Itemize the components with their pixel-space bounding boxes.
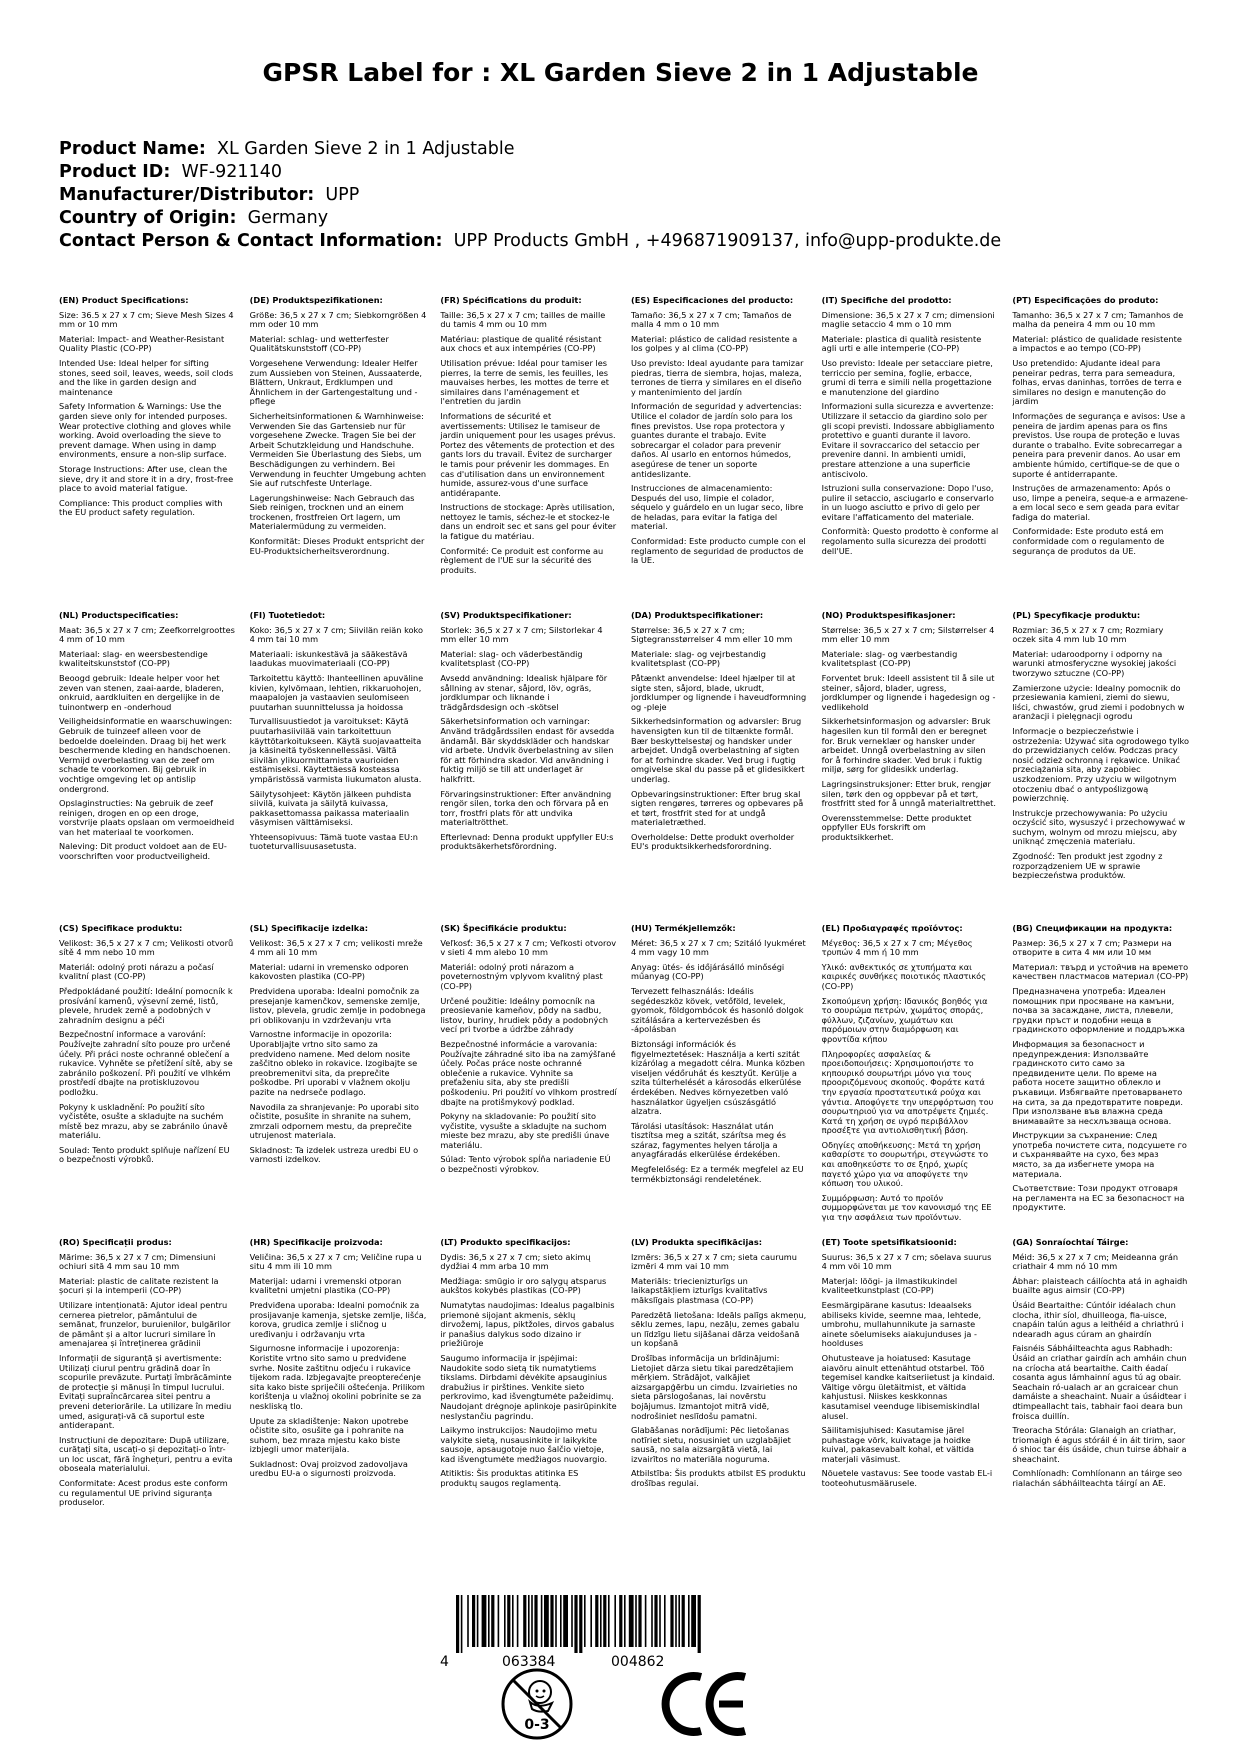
spec-paragraph: Material: plastic de calitate rezistent la șocuri și la intemperii (CO-PP) xyxy=(59,1275,219,1296)
spec-paragraph: Informations de sécurité et avertissements: Utilisez le tamiseur de jardin uniquement pour les usages prévus. Portez des vêtements de protection et des gants lors du travail. Évitez de surcharger le tamis pour prévenir les dommages. En cas d'utilisation dans un environnement humide, assurez-vous d'une surface antidérapante. xyxy=(440,410,616,498)
barcode-bar xyxy=(600,1595,602,1647)
spec-column xyxy=(59,1238,236,1538)
spec-paragraph: Material: slag- och väderbeständig kvalitetsplast (CO-PP) xyxy=(440,648,583,669)
barcode-bar xyxy=(584,1595,586,1647)
spec-paragraph: Opbevaringsinstruktioner: Efter brug skal sigten rengøres, tørreres og opbevares på et tørt, frostfrit sted for at undgå materialetræthed. xyxy=(631,788,804,828)
spec-paragraph: Материал: твърд и устойчив на времето качествен пластмасов материал (CO-PP) xyxy=(1012,961,1189,982)
ce-mark-graphic xyxy=(663,1669,749,1739)
spec-paragraph: Méret: 36,5 x 27 x 7 cm; Szitáló lyukméret 4 mm vagy 10 mm xyxy=(631,937,806,958)
spec-paragraph: Informações de segurança e avisos: Use a peneira de jardim apenas para os fins previstos. Use roupa de proteção e luvas durante o trabalho. Evite sobrecarregar a peneira para prevenir danos. Ao usar em ambiente húmido, certifique-se de que o suporte é antiderrapante. xyxy=(1012,410,1186,479)
spec-paragraph: Maat: 36,5 x 27 x 7 cm; Zeefkorrelgroottes 4 mm of 10 mm xyxy=(59,624,235,645)
spec-paragraph: Úsáid Beartaithe: Cúntóir idéalach chun clocha, ithir síol, dhuilleoga, fia-uisce, cnapáin talún agus a leithéid a chriathrú i ndearadh agus cúram an ghairdín xyxy=(1012,1299,1184,1339)
spec-paragraph: Comhlíonadh: Comhlíonann an táirge seo rialachán sábháilteachta táirgí an AE. xyxy=(1012,1468,1183,1489)
barcode-digit-prefix: 4 xyxy=(440,1654,449,1670)
spec-row-4 xyxy=(59,1238,1189,1538)
spec-paragraph: Megfelelőség: Ez a termék megfelel az EU termékbiztonsági rendeletének. xyxy=(631,1164,804,1184)
spec-paragraph: Предназначена употреба: Идеален помощник при просяване на камъни, почва за засаждане, листа, плевели, грудки пръст и подобни неща в градинското оформление и поддръжка xyxy=(1012,985,1185,1035)
spec-paragraph: Koko: 36,5 x 27 x 7 cm; Siivilän reiän koko 4 mm tai 10 mm xyxy=(249,624,424,645)
spec-paragraph: Material: udarni in vremensko odporen kakovosten plastika (CO-PP) xyxy=(249,961,409,982)
spec-paragraph: Tarkoitettu käyttö: Ihanteellinen apuväline kivien, kylvömaan, lehtien, rikkaruohojen, maapalojen ja vastaavien seulomiseen puutarhan suunnittelussa ja hoidossa xyxy=(249,672,424,712)
barcode-bar xyxy=(614,1595,616,1647)
spec-heading: (CS) Specifikace produktu: xyxy=(59,923,183,933)
spec-paragraph: Dimensione: 36,5 x 27 x 7 cm; dimensioni maglie setaccio 4 mm o 10 mm xyxy=(821,309,995,330)
barcode-bar xyxy=(670,1595,673,1647)
product-name-label: Product Name: xyxy=(59,139,206,159)
page-title: GPSR Label for : XL Garden Sieve 2 in 1 Adjustable xyxy=(262,58,979,87)
spec-paragraph: Storlek: 36,5 x 27 x 7 cm; Silstorlekar 4 mm eller 10 mm xyxy=(440,624,603,645)
spec-column xyxy=(440,611,617,886)
barcode-bar xyxy=(608,1595,610,1647)
spec-paragraph: Conformité: Ce produit est conforme au règlement de l'UE sur la sécurité des produits. xyxy=(440,545,604,575)
contact-row xyxy=(59,230,1189,253)
spec-paragraph: Förvaringsinstruktioner: Efter användning rengör silen, torka den och förvara på en torr, frostfri plats för att undvika materialtrötthet. xyxy=(440,788,612,828)
spec-paragraph: Treoracha Stórála: Glanaigh an criathar, triomaigh é agus stóráil é in áit tirim, saor ó shioc tar éis úsáide, chun tuirse ábhair a sheachaint. xyxy=(1012,1425,1187,1464)
spec-paragraph: Numatytas naudojimas: Idealus pagalbinis priemonė sijojant akmenis, sėklų dirvožemį, lapus, piktžoles, dirvos gabalus ir panašius dalykus sodo dizaino ir priežiūroje xyxy=(440,1299,615,1349)
spec-column xyxy=(59,611,236,886)
spec-paragraph: Paredzētā lietošana: Ideāls palīgs akmeņu, sēklu zemes, lapu, nezāļu, zemes gabalu un līdzīgu lietu sijāšanai dārza veidošanā un kopšanā xyxy=(631,1309,807,1349)
spec-paragraph: Sikkerhedsinformation og advarsler: Brug havensigten kun til de tiltænkte formål. Bær beskyttelsestøj og handsker under arbejdet. Undgå overbelastning af sigten for at forhindre skader. Ved brug i fugtig omgivelse skal du passe på et glidesikkert underlag. xyxy=(631,716,805,784)
spec-paragraph: Rozmiar: 36,5 x 27 x 7 cm; Rozmiary oczek sita 4 mm lub 10 mm xyxy=(1012,624,1164,645)
spec-heading: (DE) Produktspezifikationen: xyxy=(249,295,383,305)
barcode-bar xyxy=(635,1595,637,1647)
barcode-bar xyxy=(638,1595,641,1647)
spec-paragraph: Zgodność: Ten produkt jest zgodny z rozporządzeniem UE w sprawie bezpieczeństwa produktów. xyxy=(1012,851,1163,881)
spec-heading: (GA) Sonraíochtaí Táirge: xyxy=(1012,1237,1129,1247)
spec-column xyxy=(250,296,427,580)
ce-mark-icon xyxy=(663,1669,749,1739)
spec-paragraph: Säilitamisjuhised: Kasutamise järel puhastage võrk, kuivatage ja hoidke kuival, pakasevabalt kohal, et vältida materjali väsimust. xyxy=(821,1425,975,1464)
barcode-bar xyxy=(531,1595,533,1647)
barcode-bar xyxy=(698,1595,701,1653)
spec-paragraph: Materiale: slag- og vejrbestandig kvalitetsplast (CO-PP) xyxy=(631,648,766,669)
spec-paragraph: Drošības informācija un brīdinājumi: Lietojiet dārza sietu tikai paredzētajiem mērķiem. Strādājot, valkājiet aizsargapģērbu un cimdu. Izvairieties no sieta pārslogošanas, lai novērstu bojājumus. Izmantojot mitrā vidē, nodrošiniet neslīdošu pamatni. xyxy=(631,1352,798,1421)
barcode-digits-right: 004862 xyxy=(611,1654,665,1670)
spec-paragraph: Beoogd gebruik: Ideale helper voor het zeven van stenen, zaai-aarde, bladeren, onkruid, aardkluiten en dergelijke in de tuinontwerp en -onderhoud xyxy=(59,672,224,712)
spec-column xyxy=(1012,296,1189,580)
spec-column xyxy=(822,611,999,886)
barcode-bar xyxy=(664,1595,666,1647)
spec-paragraph: Naleving: Dit product voldoet aan de EU-voorschriften voor productveiligheid. xyxy=(59,841,227,862)
spec-paragraph: Forventet bruk: Ideell assistent til å sile ut steiner, såjord, blader, ugress, jordklumper og lignende i hagedesign og -vedlikehold xyxy=(821,672,996,712)
spec-heading: (PT) Especificações do produto: xyxy=(1012,295,1159,305)
barcode-bar xyxy=(491,1595,494,1647)
spec-heading: (SV) Produktspecifikationer: xyxy=(440,610,572,620)
product-id-label: Product ID: xyxy=(59,162,171,182)
barcode-bar xyxy=(544,1595,549,1647)
spec-heading: (EL) Προδιαγραφές προϊόντος: xyxy=(821,923,963,933)
spec-paragraph: Intended Use: Ideal helper for sifting stones, seed soil, leaves, weeds, soil clods and the like in garden design and maintenance xyxy=(59,357,234,397)
spec-paragraph: Overensstemmelse: Dette produktet oppfyller EUs forskrift om produktsikkerhet. xyxy=(821,812,972,842)
barcode-bar xyxy=(498,1595,500,1647)
spec-paragraph: Materiál: odolný proti nárazu a počasí kvalitní plast (CO-PP) xyxy=(59,961,214,982)
barcode-bar xyxy=(488,1595,490,1647)
barcode-bars xyxy=(454,1595,704,1653)
spec-column xyxy=(59,296,236,580)
spec-paragraph: Conformitate: Acest produs este conform cu regulamentul UE privind siguranța produselor. xyxy=(59,1478,228,1508)
barcode-digits-left: 063384 xyxy=(502,1654,556,1670)
spec-heading: (ET) Toote spetsifikatsioonid: xyxy=(821,1237,957,1247)
spec-paragraph: Materiaali: iskunkestävä ja sääkestävä laadukas muovimateriaali (CO-PP) xyxy=(249,648,408,669)
spec-paragraph: Размер: 36,5 x 27 x 7 cm; Размери на отворите в сита 4 мм или 10 мм xyxy=(1012,937,1172,958)
spec-heading: (HR) Specifikacije proizvoda: xyxy=(249,1237,383,1247)
spec-paragraph: Instruções de armazenamento: Após o uso, limpe a peneira, seque-a e armazene-a em local seco e sem geada para evitar fadiga do material. xyxy=(1012,483,1188,522)
spec-paragraph: Material: schlag- und wetterfester Qualitätskunststoff (CO-PP) xyxy=(249,333,389,354)
spec-paragraph: Veličina: 36,5 x 27 x 7 cm; Veličine rupa u situ 4 mm ili 10 mm xyxy=(249,1251,422,1272)
spec-heading: (ES) Especificaciones del producto: xyxy=(631,295,794,305)
spec-paragraph: Съответствие: Този продукт отговаря на регламента на ЕС за безопасност на продуктите. xyxy=(1012,1183,1185,1213)
spec-paragraph: Anyag: ütés- és időjárásálló minőségi műanyag (CO-PP) xyxy=(631,961,785,982)
spec-paragraph: Σκοπούμενη χρήση: Ιδανικός βοηθός για το σουρώμα πετρών, χωμάτος σποράς, φύλλων, ζιζανίων, χωμάτων και παρόμοιων στην διαμόρφωση και φροντίδα κήπου xyxy=(821,995,988,1044)
barcode-bar xyxy=(619,1595,622,1647)
spec-paragraph: Předpokládané použití: Ideální pomocník k prosívání kamenů, výsevní zemé, listů, plevele, hrudek země a podobných v zahradním designu a péči xyxy=(59,985,233,1025)
spec-paragraph: Velikost: 36,5 x 27 x 7 cm; velikosti mreže 4 mm ali 10 mm xyxy=(249,937,423,958)
barcode-bar xyxy=(523,1595,526,1647)
manufacturer-row xyxy=(59,184,1189,207)
spec-row-2 xyxy=(59,611,1189,881)
spec-paragraph: Zamierzone użycie: Idealny pomocnik do przesiewania kamieni, ziemi do siewu, liści, chwastów, grud ziemi i podobnych w aranżacji i pielęgnacji ogrodu xyxy=(1012,682,1185,722)
spec-paragraph: Sukladnost: Ovaj proizvod zadovoljava uredbu EU-a o sigurnosti proizvoda. xyxy=(249,1458,408,1479)
barcode-bar xyxy=(678,1595,680,1647)
spec-heading: (BG) Спецификации на продукта: xyxy=(1012,923,1173,933)
spec-paragraph: Μέγεθος: 36,5 x 27 x 7 cm; Μέγεθος τρυπών 4 mm ή 10 mm xyxy=(821,937,973,958)
spec-paragraph: Skladnost: Ta izdelek ustreza uredbi EU o varnosti izdelkov. xyxy=(249,1144,419,1165)
spec-paragraph: Størrelse: 36,5 x 27 x 7 cm; Silstørrelser 4 mm eller 10 mm xyxy=(821,624,995,645)
barcode-bar xyxy=(682,1595,685,1647)
spec-paragraph: Súlad: Tento výrobok spĺňa nariadenie EÚ o bezpečnosti výrobkov. xyxy=(440,1154,611,1175)
manufacturer-label: Manufacturer/Distributor: xyxy=(59,185,315,205)
spec-paragraph: Sigurnosne informacije i upozorenja: Koristite vrtno sito samo u predviđene svrhe. Nosite zaštitnu odjeću i rukavice tijekom rada. Izbjegavajte preopterećenje sita kako biste spriječili oštećenja. Prilikom korištenja u vlažnoj okolini pobrinite se za neskliską tlo. xyxy=(249,1343,425,1411)
barcode-bar xyxy=(504,1595,506,1647)
spec-column xyxy=(250,924,427,1228)
contact-value: UPP Products GmbH , +496871909137, info@upp-produkte.de xyxy=(453,231,1002,251)
spec-column xyxy=(59,924,236,1228)
barcode-bar xyxy=(624,1595,626,1647)
spec-paragraph: Conformidade: Este produto está em conformidade com o regulamento de segurança de produtos da UE. xyxy=(1012,526,1165,556)
spec-paragraph: Größe: 36,5 x 27 x 7 cm; Siebkorngrößen 4 mm oder 10 mm xyxy=(249,309,427,330)
origin-row xyxy=(59,207,1189,230)
barcode-bar xyxy=(563,1595,568,1647)
spec-column xyxy=(1012,1238,1189,1538)
spec-paragraph: Säilytysohjeet: Käytön jälkeen puhdista siivilä, kuivata ja säilytä kuivassa, pakkasettomassa paikassa materiaalin väsymisen välttämiseksi. xyxy=(249,788,412,828)
spec-heading: (SL) Specifikacije izdelka: xyxy=(249,923,369,933)
spec-paragraph: Συμμόρφωση: Αυτό το προϊόν συμμορφώνεται με τον κανονισμό της ΕΕ για την ασφάλεια των προϊόντων. xyxy=(821,1192,992,1223)
barcode-bar xyxy=(541,1595,543,1647)
spec-paragraph: Materjal: löögi- ja ilmastikukindel kvaliteetkunstplast (CO-PP) xyxy=(821,1275,958,1296)
spec-paragraph: Conformità: Questo prodotto è conforme al regolamento sulla sicurezza dei prodotti dell'UE. xyxy=(821,526,999,556)
product-name-value: XL Garden Sieve 2 in 1 Adjustable xyxy=(217,139,515,159)
barcode-bar xyxy=(659,1595,661,1647)
spec-paragraph: Υλικό: ανθεκτικός σε χτυπήματα και καιρικές συνθήκες ποιοτικός πλαστικός (CO-PP) xyxy=(821,961,986,991)
origin-label: Country of Origin: xyxy=(59,208,237,228)
spec-column xyxy=(631,1238,808,1538)
spec-paragraph: Información de seguridad y advertencias: Utilice el colador de jardín solo para los fines previstos. Use ropa protectora y guantes durante el trabajo. Evite sobrecargar el colador para prevenir daños. Al usarlo en entornos húmedos, asegúrese de tener un soporte antideslizante. xyxy=(631,401,802,479)
spec-paragraph: Konformität: Dieses Produkt entspricht der EU-Produktsicherheitsverordnung. xyxy=(249,536,425,556)
spec-heading: (PL) Specyfikacje produktu: xyxy=(1012,610,1141,620)
spec-paragraph: Určené použitie: Ideálny pomocník na preosievanie kameňov, pôdy na sadbu, listov, buriny, hrudiek pôdy a podobných vecí pri tvorbe a údržbe záhrady xyxy=(440,995,609,1035)
age-warning-icon xyxy=(500,1667,574,1741)
spec-paragraph: Materiál: odolný proti nárazom a poveternostným vplyvom kvalitný plast (CO-PP) xyxy=(440,961,603,991)
spec-heading: (FI) Tuotetiedot: xyxy=(249,610,326,620)
barcode-bar xyxy=(477,1595,479,1647)
spec-paragraph: Opslaginstructies: Na gebruik de zeef reinigen, drogen en op een droge, vorstvrije plaats opslaan om vermoeidheid van het materiaal te voorkomen. xyxy=(59,798,235,837)
spec-paragraph: Uso previsto: Ideal ayudante para tamizar piedras, tierra de siembra, hojas, maleza, terrones de tierra y similares en el diseño y mantenimiento del jardín xyxy=(631,357,804,397)
barcode-bar xyxy=(482,1595,487,1647)
spec-paragraph: Varnostne informacije in opozorila: Uporabljajte vrtno sito samo za predvideno namene. Med delom nosite zaščitno obleko in rokavice. Izogibajte se preobremenitvi sita, da preprečite poškodbe. Pri uporabi v vlažnem okolju pazite na nedrseče podlago. xyxy=(249,1029,418,1097)
product-id-row xyxy=(59,161,1189,184)
spec-heading: (HU) Termékjellemzők: xyxy=(631,923,736,933)
spec-paragraph: Påtænkt anvendelse: Ideel hjælper til at sigte sten, såjord, blade, ukrudt, jordklumper og lignende i haveudformning og -pleje xyxy=(631,672,807,712)
spec-paragraph: Informații de siguranță și avertismente: Utilizați ciurul pentru grădină doar în scopurile prevăzute. Purtați îmbrăcăminte de protecție și mănuși în timpul lucrului. Evitați supraîncărcarea sitei pentru a preveni deteriorările. La utilizare în mediu umed, asigurați-vă că suportul este antiderapant. xyxy=(59,1352,232,1431)
barcode-bar xyxy=(472,1595,475,1647)
spec-paragraph: Instrucciones de almacenamiento: Después del uso, limpie el colador, séquelo y guárdelo en un lugar seco, libre de heladas, para evitar la fatiga del material. xyxy=(631,483,804,532)
spec-heading: (LT) Produkto specifikacijos: xyxy=(440,1237,571,1247)
spec-paragraph: Predviđena uporaba: Idealni pomoćnik za prosijavanje kamenja, sjetske zemlje, lišća, korova, grudica zemlje i sličnog u uređivanju i održavanju vrta xyxy=(249,1299,427,1339)
spec-paragraph: Size: 36.5 x 27 x 7 cm; Sieve Mesh Sizes 4 mm or 10 mm xyxy=(59,309,234,330)
spec-paragraph: Efterlevnad: Denna produkt uppfyller EU:s produktsäkerhetsförordning. xyxy=(440,831,614,852)
product-id-value: WF-921140 xyxy=(181,162,282,182)
spec-paragraph: Upute za skladištenje: Nakon upotrebe očistite sito, osušite ga i pohranite na suhom, bez mraza mjestu kako biste izbjegli umor materijala. xyxy=(249,1415,409,1455)
spec-paragraph: Materiale: plastica di qualità resistente agli urti e alle intemperie (CO-PP) xyxy=(821,333,982,354)
barcode-bar xyxy=(528,1595,530,1647)
spec-heading: (NL) Productspecificaties: xyxy=(59,610,179,620)
spec-paragraph: Veiligheidsinformatie en waarschuwingen: Gebruik de tuinzeef alleen voor de bedoelde doeleinden. Draag bij het werk beschermende kleding en handschoenen. Vermijd overbelasting van de zeef om schade te voorkomen. Bij gebruik in vochtige omgeving let op antislip ondergrond. xyxy=(59,716,233,794)
spec-row-1 xyxy=(59,295,1189,575)
spec-paragraph: Säkerhetsinformation och varningar: Använd trädgårdssilen endast för avsedda ändamål. Bär skyddskläder och handskar vid arbete. Undvik överbelastning av silen för att förhindra skador. Vid användning i fuktig miljö se till att underlaget är halkfritt. xyxy=(440,716,615,784)
spec-heading: (IT) Specifiche del prodotto: xyxy=(821,295,952,305)
spec-paragraph: Biztonsági információk és figyelmeztetések: Használja a kerti szitát kizárólag a megadott célra. Munka közben viseljen védőruhát és kesztyűt. Kerülje a szita túlterhelését a károsodás elkerülése érdekében. Nedves környezetben való használatkor ügyeljen csúszásgátló alzatra. xyxy=(631,1038,805,1117)
spec-paragraph: Predvidena uporaba: Idealni pomočnik za presejanje kamenčkov, semenske zemlje, listov, plevela, grudic zemlje in podobnega pri oblikovanju in vzdrževanju vrta xyxy=(249,985,426,1025)
spec-paragraph: Tamanho: 36,5 x 27 x 7 cm; Tamanhos de malha da peneira 4 mm ou 10 mm xyxy=(1012,309,1184,330)
spec-paragraph: Nõuetele vastavus: See toode vastab EL-i tooteohutusmäärusele. xyxy=(821,1468,993,1489)
spec-column xyxy=(250,611,427,886)
spec-column xyxy=(822,1238,999,1538)
spec-paragraph: Tamaño: 36,5 x 27 x 7 cm; Tamaños de malla 4 mm o 10 mm xyxy=(631,309,792,330)
spec-paragraph: Matériau: plastique de qualité résistant aux chocs et aux intempéries (CO-PP) xyxy=(440,333,602,354)
spec-paragraph: Dydis: 36,5 x 27 x 7 cm; sieto akimų dydžiai 4 mm arba 10 mm xyxy=(440,1251,591,1272)
spec-paragraph: Lagringsinstruksjoner: Etter bruk, rengjør silen, tørk den og oppbevar på et tørt, frostfritt sted for å unngå materialtretthet. xyxy=(821,778,996,809)
spec-paragraph: Soulad: Tento produkt splňuje nařízení EU o bezpečnosti výrobků. xyxy=(59,1144,230,1165)
manufacturer-value: UPP xyxy=(325,185,360,205)
spec-paragraph: Materiał: udaroodporny i odporny na warunki atmosferyczne wysokiej jakości tworzywo sztuczne (CO-PP) xyxy=(1012,648,1177,678)
spec-paragraph: Informazioni sulla sicurezza e avvertenze: Utilizzare il setaccio da giardino solo per gli scopi previsti. Indossare abbigliamento protettivo e guanti durante il lavoro. Evitare il sovraccarico del setaccio per prevenire danni. In ambienti umidi, prestare attenzione a una superficie antiscivolo. xyxy=(821,401,995,479)
spec-paragraph: Lagerungshinweise: Nach Gebrauch das Sieb reinigen, trocknen und an einem trockenen, frostfreien Ort lagern, um Materialermüdung zu vermeiden. xyxy=(249,492,415,532)
barcode-bar xyxy=(534,1595,537,1647)
spec-column xyxy=(1012,611,1189,886)
spec-column xyxy=(250,1238,427,1538)
spec-paragraph: Saugumo informacija ir įspėjimai: Naudokite sodo sietą tik numatytiems tikslams. Dirbdami dėvėkite apsauginius drabužius ir pirštines. Venkite sieto perkrovimo, kad išvengtumėte pažeidimų. Naudojant drėgnoje aplinkoje pasirūpinkite neslystančiu pagrindu. xyxy=(440,1352,617,1421)
spec-paragraph: Materijal: udarni i vremenski otporan kvalitetni umjetni plastika (CO-PP) xyxy=(249,1275,402,1296)
spec-paragraph: Инструкции за съхранение: След употреба почистете сита, подсушете го и съхранявайте на сухо, без мраз място, за да избегнете умора на материала. xyxy=(1012,1130,1187,1179)
spec-heading: (DA) Produktspecifikationer: xyxy=(631,610,764,620)
contact-label: Contact Person & Contact Information: xyxy=(59,231,443,251)
spec-paragraph: Mărime: 36,5 x 27 x 7 cm; Dimensiuni ochiuri sită 4 mm sau 10 mm xyxy=(59,1251,216,1272)
spec-paragraph: Medžiaga: smūgio ir oro sąlygų atsparus aukštos kokybės plastikas (CO-PP) xyxy=(440,1275,607,1296)
barcode-bar xyxy=(467,1595,469,1647)
barcode-bar xyxy=(555,1595,557,1647)
spec-paragraph: Utilizare intenționată: Ajutor ideal pentru cernerea pietrelor, pământului de semănat, frunzelor, buruienilor, bulgărilor de pământ și a altor lucruri similare în amenajarea și întreținerea grădinii xyxy=(59,1299,231,1349)
barcode-bar xyxy=(512,1595,514,1647)
spec-paragraph: Velikost: 36,5 x 27 x 7 cm; Velikosti otvorů sítě 4 mm nebo 10 mm xyxy=(59,937,234,958)
spec-paragraph: Informacje o bezpieczeństwie i ostrzeżenia: Używać sita ogrodowego tylko do przewidzianych celów. Podczas pracy nosić odzież ochronną i rękawice. Unikać przeciążania sita, aby zapobiec uszkodzeniom. Przy użyciu w wilgotnym otoczeniu dbać o antypoślizgową powierzchnię. xyxy=(1012,725,1189,804)
spec-column xyxy=(440,924,617,1228)
spec-paragraph: Navodila za shranjevanje: Po uporabi sito očistite, posušite in shranite na suhem, zmrzali odpornem mestu, da preprečite utrujenost materiala. xyxy=(249,1101,419,1141)
spec-column xyxy=(440,296,617,580)
barcode-bar xyxy=(550,1595,553,1647)
spec-paragraph: Materiale: slag- og værbestandig kvalitetsplast (CO-PP) xyxy=(821,648,958,669)
spec-paragraph: Istruzioni sulla conservazione: Dopo l'uso, pulire il setaccio, asciugarlo e conservarlo in un luogo asciutto e privo di gelo per evitare l'affaticamento del materiale. xyxy=(821,483,994,522)
spec-paragraph: Instrukcje przechowywania: Po użyciu oczyścić sito, wysuszyć i przechowywać w suchym, wolnym od mrozu miejscu, aby uniknąć zmęczenia materiału. xyxy=(1012,807,1186,847)
spec-paragraph: Информация за безопасност и предупреждения: Използвайте градинското сито само за предвидените цели. По време на работа носете защитно облекло и ръкавици. Избягвайте претоварването на сита, за да предотвратите повреди. При използване във влажна среда внимавайте за несхлъзваща основа. xyxy=(1012,1038,1183,1126)
spec-paragraph: Instrucțiuni de depozitare: După utilizare, curățați sita, uscați-o și depozitați-o într-un loc uscat, fără înghețuri, pentru a evita oboseala materialului. xyxy=(59,1434,233,1474)
barcode-bar xyxy=(651,1595,653,1647)
barcode-bar xyxy=(691,1595,696,1647)
spec-paragraph: Utilisation prévue: Idéal pour tamiser les pierres, la terre de semis, les feuilles, les mauvaises herbes, les mottes de terre et similaires dans l'aménagement et l'entretien du jardin xyxy=(440,357,609,407)
spec-paragraph: Sicherheitsinformationen & Warnhinweise: Verwenden Sie das Gartensieb nur für vorgesehene Zwecke. Tragen Sie bei der Arbeit Schutzkleidung und Handschuhe. Vermeiden Sie Überlastung des Siebs, um Beschädigungen zu verhindern. Bei Verwendung in feuchter Umgebung achten Sie auf rutschfeste Unterlage. xyxy=(249,410,427,489)
spec-paragraph: Material: Impact- and Weather-Resistant Quality Plastic (CO-PP) xyxy=(59,333,225,354)
barcode-bar xyxy=(645,1595,647,1647)
spec-column xyxy=(631,611,808,886)
spec-paragraph: Storage Instructions: After use, clean the sieve, dry it and store it in a dry, frost-free place to avoid material fatigue. xyxy=(59,463,234,494)
barcode-bar xyxy=(571,1595,573,1647)
age-warning-label: 0-3 xyxy=(524,1717,550,1733)
spec-paragraph: Πληροφορίες ασφαλείας & προειδοποιήσεις: Χρησιμοποιήστε το κηπουρικό σουρωτήρι μόνο για τους προοριζόμενους σκοπούς. Φοράτε κατά την εργασία προστατευτικά ρούχα και γάντια. Αποφύγετε την υπερφόρτωση του σουρωτηριού για να αποτρέψετε ζημιές. Κατά τη χρήση σε υγρό περιβάλλον προσέξτε για αντιολισθητική βάση. xyxy=(821,1048,994,1136)
spec-paragraph: Οδηγίες αποθήκευσης: Μετά τη χρήση καθαρίστε το σουρωτήρι, στεγνώστε το και αποθηκεύστε το σε ξηρό, χωρίς παγετό χώρο για να αποφύγετε την κόπωση του υλικού. xyxy=(821,1139,989,1189)
barcode-bar xyxy=(517,1595,519,1647)
barcode-bar xyxy=(675,1595,677,1647)
spec-paragraph: Uso pretendido: Ajudante ideal para peneirar pedras, terra para semeadura, folhas, ervas daninhas, torrões de terra e similares no design e manutenção do jardim xyxy=(1012,357,1182,407)
spec-paragraph: Pokyny k uskladnění: Po použití síto vyčistěte, osušte a skladujte na suchém místě bez mrazu, aby se zabránilo únavě materiálu. xyxy=(59,1101,228,1141)
spec-paragraph: Turvallisuustiedot ja varoitukset: Käytä puutarhasiivilää vain tarkoitettuun käyttötarkoitukseen. Käytä suojavaatteita ja käsineitä työskennellessäsi. Vältä siivilän ylikuormittamista vaurioiden estämiseksi. Käytettäessä kosteassa ympäristössä varmista liukumaton alusta. xyxy=(249,716,422,784)
spec-heading: (LV) Produkta specifikācijas: xyxy=(631,1237,762,1247)
spec-paragraph: Méid: 36,5 x 27 x 7 cm; Meideanna grán criathair 4 mm nó 10 mm xyxy=(1012,1251,1179,1272)
spec-paragraph: Atbilstība: Šis produkts atbilst ES produktu drošības regulai. xyxy=(631,1468,806,1489)
product-name-row xyxy=(59,138,1189,161)
spec-heading: (FR) Spécifications du produit: xyxy=(440,295,582,305)
spec-paragraph: Faisnéis Sábháilteachta agus Rabhadh: Úsáid an criathar gairdín ach amháin chun na críocha atá beartaithe. Caith éadaí cosanta agus lámhainní agus tú ag obair. Seachain ró-ualach ar an gcraicear chun damáiste a sheachaint. Nuair a úsáidtear i dtimpeallacht tais, tabhair faoi deara bun froisca duillín. xyxy=(1012,1343,1187,1421)
barcode-bar xyxy=(456,1595,459,1653)
spec-column xyxy=(631,924,808,1228)
barcode-bar xyxy=(629,1595,634,1647)
spec-paragraph: Material: plástico de qualidade resistente a impactos e ao tempo (CO-PP) xyxy=(1012,333,1182,354)
spec-paragraph: Materiāls: triecienizturīgs un laikapstākļiem izturīgs kvalitatīvs mākslīgais plastmasa (CO-PP) xyxy=(631,1275,768,1305)
spec-paragraph: Material: plástico de calidad resistente a los golpes y al clima (CO-PP) xyxy=(631,333,798,354)
barcode-bar xyxy=(654,1595,657,1647)
spec-paragraph: Suurus: 36,5 x 27 x 7 cm; sõelava suurus 4 mm või 10 mm xyxy=(821,1251,992,1272)
spec-paragraph: Tervezett felhasználás: Ideális segédeszköz kövek, vetőföld, levelek, gyomok, földgombócok és hasonló dolgok szitálására a kertervezésben és -ápolásban xyxy=(631,985,804,1035)
barcode-bar xyxy=(688,1595,690,1647)
spec-column xyxy=(822,924,999,1228)
barcode-bar xyxy=(579,1595,582,1653)
spec-paragraph: Compliance: This product complies with the EU product safety regulation. xyxy=(59,497,223,518)
spec-paragraph: Pokyny na skladovanie: Po použití sito vyčistite, vysušte a skladujte na suchom mieste bez mrazu, aby ste predišli únave materiálu. xyxy=(440,1111,610,1150)
barcode xyxy=(440,1595,710,1670)
spec-paragraph: Ábhar: plaisteach cáilíochta atá in aghaidh buailte agus aimsir (CO-PP) xyxy=(1012,1275,1188,1296)
spec-heading: (EN) Product Specifications: xyxy=(59,295,189,305)
spec-paragraph: Conformidad: Este producto cumple con el reglamento de seguridad de productos de la UE. xyxy=(631,536,806,566)
spec-paragraph: Laikymo instrukcijos: Naudojimo metu valykite sietą, nusausinkite ir laikykite sausoje, apsaugotoje nuo šalčio vietoje, kad išvengtumėte medžiagos nuovargio. xyxy=(440,1425,608,1464)
spec-paragraph: Glabāšanas norādījumi: Pēc lietošanas notīriet sietu, nosusiniet un uzglabājiet sausā, no sala aizsargātā vietā, lai izvairītos no materiāla noguruma. xyxy=(631,1425,791,1464)
spec-paragraph: Størrelse: 36,5 x 27 x 7 cm; Sigtegransstørrelser 4 mm eller 10 mm xyxy=(631,624,793,645)
spec-paragraph: Uso previsto: Ideale per setacciare pietre, terriccio per semina, foglie, erbacce, grumi di terra e simili nella progettazione e manutenzione del giardino xyxy=(821,357,993,397)
spec-heading: (RO) Specificații produs: xyxy=(59,1237,172,1247)
spec-paragraph: Atitiktis: Šis produktas atitinka ES produktų saugos reglamentą. xyxy=(440,1468,579,1489)
spec-column xyxy=(822,296,999,580)
spec-paragraph: Avsedd användning: Idealisk hjälpare för sållning av stenar, såjord, löv, ogräs, jordklumpar och liknande i trädgårdsdesign och -skötsel xyxy=(440,672,608,712)
barcode-bar xyxy=(507,1595,510,1647)
spec-paragraph: Safety Information & Warnings: Use the garden sieve only for intended purposes. Wear protective clothing and gloves while working. Avoid overloading the sieve to prevent damage. When using in damp environments, ensure a non-slip surface. xyxy=(59,401,231,460)
spec-paragraph: Yhteensopivuus: Tämä tuote vastaa EU:n tuoteturvallisuusasetusta. xyxy=(249,831,418,852)
product-info xyxy=(59,138,1189,253)
spec-heading: (NO) Produktspesifikasjoner: xyxy=(821,610,956,620)
spec-paragraph: Eesmärgipärane kasutus: Ideaalseks abiliseks kivide, seemne maa, lehtede, umbrohu, mullahunnikute ja sarnaste ainete sõelumiseks aiakujunduses ja -hoolduses xyxy=(821,1299,982,1349)
spec-paragraph: Sikkerhetsinformasjon og advarsler: Bruk hagesilen kun til formål den er beregnet for. Bruk verneklær og hansker under arbeidet. Unngå overbelastning av silen for å forhindre skader. Ved bruk i fuktig miljø, sørg for glidesikk underlag. xyxy=(821,716,991,775)
spec-paragraph: Izmērs: 36,5 x 27 x 7 cm; sieta caurumu izmēri 4 mm vai 10 mm xyxy=(631,1251,797,1272)
spec-paragraph: Bezpečnostné informácie a varovania: Používajte záhradné sito iba na zamýšľané účely. Počas práce noste ochranné oblečenie a rukavice. Vyhnite sa preťaženiu sita, aby ste predišli poškodeniu. Pri použití vo vlhkom prostredí dbajte na protišmykový podklad. xyxy=(440,1038,617,1107)
spec-paragraph: Vorgesehene Verwendung: Idealer Helfer zum Aussieben von Steinen, Aussaaterde, Blättern, Unkraut, Erdklumpen und Ähnlichem in der Gartengestaltung und -pflege xyxy=(249,357,423,407)
spec-row-3 xyxy=(59,923,1189,1223)
spec-paragraph: Ohutusteave ja hoiatused: Kasutage aiavõru ainult ettenähtud otstarbel. Töö tegemisel kandke kaitseriietust ja kindaid. Vältige võrgu ületäitmist, et vältida kahjustusi. Niiskes keskkonnas kasutamisel veenduge libisemiskindlal alusel. xyxy=(821,1352,995,1421)
spec-heading: (SK) Špecifikácie produktu: xyxy=(440,923,567,933)
spec-paragraph: Overholdelse: Dette produkt overholder EU's produktsikkerhedsforordning. xyxy=(631,831,795,852)
spec-paragraph: Bezpečnostní informace a varování: Používejte zahradní síto pouze pro určené účely. Při práci noste ochranné oblečení a rukavice. Vyhněte se přetížení sítě, aby se zabránilo poškození. Při použití ve vlhkém prostředí dbajte na protiskluzovou podložku. xyxy=(59,1029,233,1097)
spec-paragraph: Instructions de stockage: Après utilisation, nettoyez le tamis, séchez-le et stockez-le dans un endroit sec et sans gel pour éviter la fatigue du matériau. xyxy=(440,502,617,542)
spec-paragraph: Tárolási utasítások: Használat után tisztítsa meg a szitát, szárítsa meg és száraz, fagymentes helyen tárolja a anyagfáradás elkerülése érdekében. xyxy=(631,1120,786,1160)
barcode-bar xyxy=(560,1595,562,1647)
spec-column xyxy=(440,1238,617,1538)
barcode-bar xyxy=(574,1595,577,1653)
barcode-bar xyxy=(603,1595,606,1647)
spec-paragraph: Taille: 36,5 x 27 x 7 cm; tailles de maille du tamis 4 mm ou 10 mm xyxy=(440,309,606,330)
spec-paragraph: Materiaal: slag- en weersbestendige kwaliteitskunststof (CO-PP) xyxy=(59,648,208,669)
barcode-bar xyxy=(595,1595,598,1647)
spec-column xyxy=(631,296,808,580)
spec-column xyxy=(1012,924,1189,1228)
spec-paragraph: Veľkosť: 36,5 x 27 x 7 cm; Veľkosti otvorov v sieti 4 mm alebo 10 mm xyxy=(440,937,617,958)
barcode-bar xyxy=(590,1595,592,1647)
origin-value: Germany xyxy=(247,208,329,228)
barcode-bar xyxy=(461,1595,463,1653)
